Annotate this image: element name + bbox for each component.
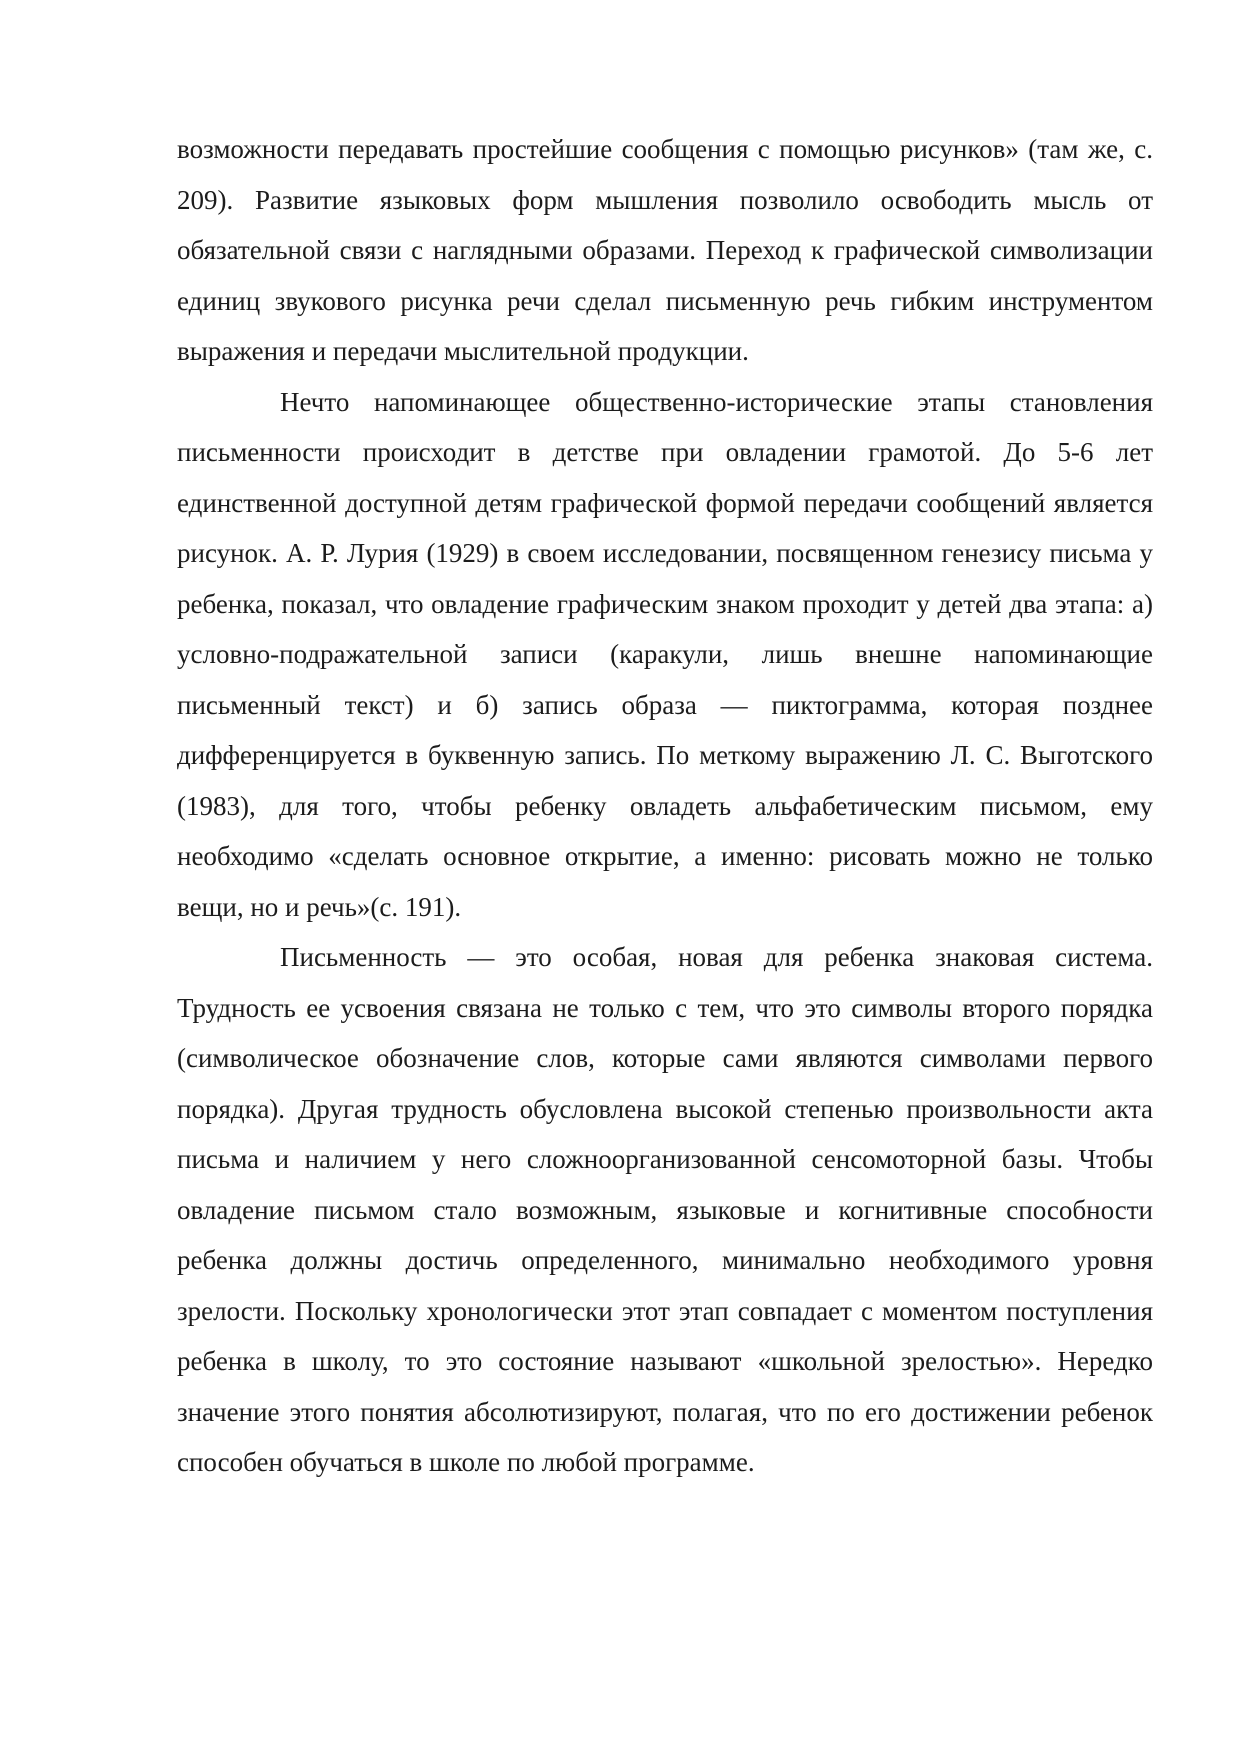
body-text (177, 124, 1153, 1488)
paragraph-writing-system: Письменность — это особая, новая для ребенка знаковая система. Трудность ее усвоения связана не только с тем, что это символы второго порядка (символическое обозначение слов, которые сами являются символами первого порядка). Другая трудность обусловлена высокой степенью произвольности акта письма и наличием у него сложноорганизованной сенсомоторной базы. Чтобы овладение письмом стало возможным, языковые и когнитивные способности ребенка должны достичь определенного, минимально необходимого уровня зрелости. Поскольку хронологически этот этап совпадает с моментом поступления ребенка в школу, то это состояние называют «школьной зрелостью». Нередко значение этого понятия абсолютизируют, полагая, что по его достижении ребенок способен обучаться в школе по любой программе. (177, 942, 1153, 1477)
paragraph-literacy-stages: Нечто напоминающее общественно-исторические этапы становления письменности происходит в детстве при овладении грамотой. До 5-6 лет единственной доступной детям графической формой передачи сообщений является рисунок. А. Р. Лурия (1929) в своем исследовании, посвященном генезису письма у ребенка, показал, что овладение графическим знаком проходит у детей два этапа: а) условно-подражательной записи (каракули, лишь внешне напоминающие письменный текст) и б) запись образа — пиктограмма, которая позднее дифференцируется в буквенную запись. По меткому выражению Л. С. Выготского (1983), для того, чтобы ребенку овладеть альфабетическим письмом, ему необходимо «сделать основное открытие, а именно: рисовать можно не только вещи, но и речь»(с. 191). (177, 386, 1153, 922)
paragraph-continuation: возможности передавать простейшие сообщения с помощью рисунков» (там же, с. 209). Развитие языковых форм мышления позволило освободить мысль от обязательной связи с наглядными образами. Переход к графической символизации единиц звукового рисунка речи сделал письменную речь гибким инструментом выражения и передачи мыслительной продукции. (177, 134, 1153, 366)
